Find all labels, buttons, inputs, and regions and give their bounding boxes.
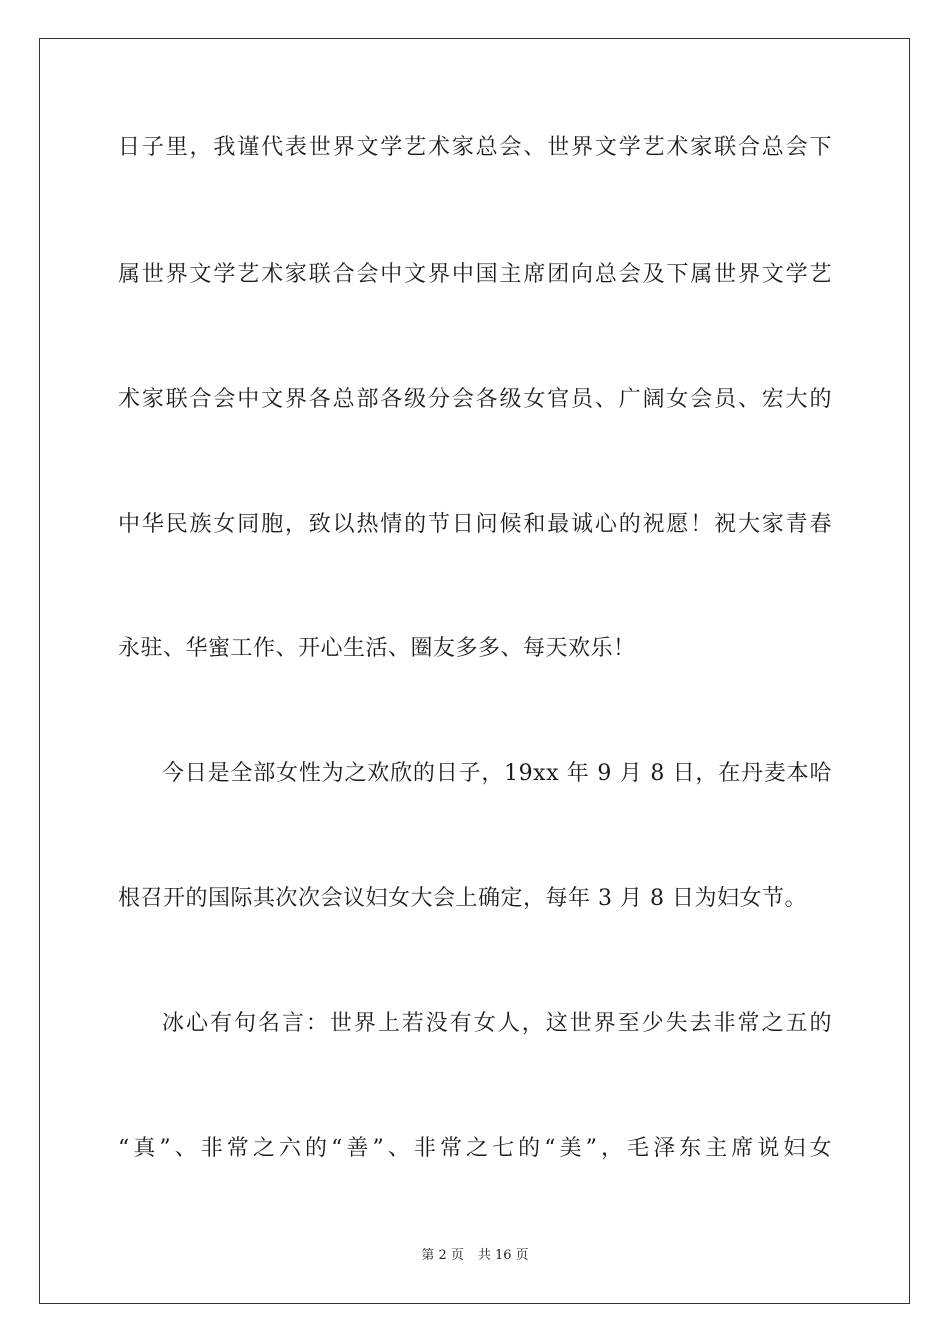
text-line: 中华民族女同胞，致以热情的节日问候和最诚心的祝愿！祝大家青春 xyxy=(118,512,832,537)
text-line: 日子里，我谨代表世界文学艺术家总会、世界文学艺术家联合总会下 xyxy=(118,135,832,160)
paragraph-first-line: 今日是全部女性为之欢欣的日子，19xx 年 9 月 8 日，在丹麦本哈 xyxy=(162,761,832,786)
page-number: 第 2 页 xyxy=(421,1248,464,1263)
text-line: 根召开的国际其次次会议妇女大会上确定，每年 3 月 8 日为妇女节。 xyxy=(118,886,807,911)
page-border xyxy=(39,38,910,1304)
text-line: 属世界文学艺术家联合会中文界中国主席团向总会及下属世界文学艺 xyxy=(118,262,832,287)
text-line: 术家联合会中文界各总部各级分会各级女官员、广阔女会员、宏大的 xyxy=(118,387,832,412)
paragraph-first-line: 冰心有句名言：世界上若没有女人，这世界至少失去非常之五的 xyxy=(162,1011,832,1036)
page-footer xyxy=(0,1247,950,1265)
total-pages: 共 16 页 xyxy=(477,1248,529,1263)
text-line: 永驻、华蜜工作、开心生活、圈友多多、每天欢乐！ xyxy=(118,636,636,661)
text-line: “真”、非常之六的“善”、非常之七的“美”，毛泽东主席说妇女 xyxy=(118,1136,832,1161)
